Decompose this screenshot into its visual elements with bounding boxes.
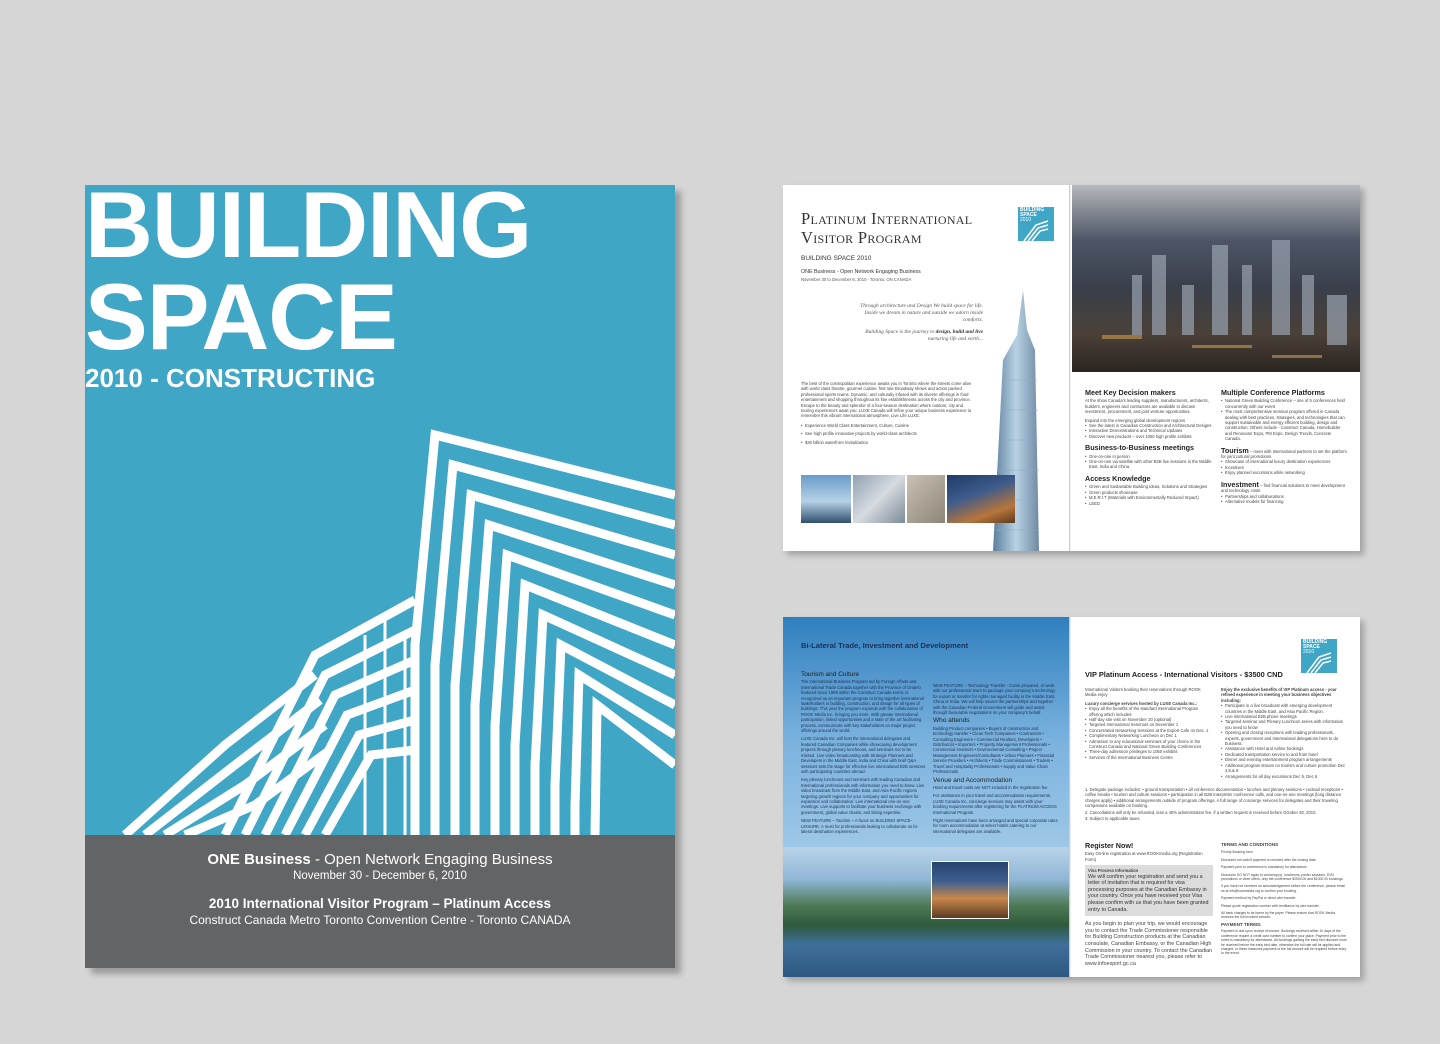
col1-paragraph: At the show Canada’s leading suppliers, manufacturers, architects, builders, engineers and contractors are available to discuss investment, procurement, and joint venture opportunities. — [1085, 398, 1209, 415]
spread1-event-name: BUILDING SPACE 2010 — [801, 255, 872, 262]
spread2-col4 — [1221, 687, 1347, 779]
spread2-col2 — [933, 683, 1058, 837]
col2-heading-3: Investment — [1221, 479, 1259, 489]
spread2-col1 — [801, 669, 926, 837]
spread1-intro — [801, 381, 976, 445]
spread2-heading: Bi-Lateral Trade, Investment and Development — [801, 641, 969, 650]
cover-dates: November 30 - December 6, 2010 — [293, 870, 467, 882]
luxury-list-item: • Three-day admission privileges to 1050 exhibits — [1085, 749, 1213, 754]
terms-heading: TERMS AND CONDITIONS — [1221, 842, 1279, 847]
register-heading: Register Now! — [1085, 841, 1134, 850]
who-attends-paragraph: Building Product companies • Buyers of construction and technology transfer • Clean Tech Companies • Contractors • Consulting Engineers • Commercial Realtors, Developers • Distributors • Importers • Property Management Professionals • Commercial Investors • Environmental Consulting • Project Management Engineers/Consultants • Urban Planners • Financial Service Providers • Architects • Trade Commissioners • Traders • Travel and Hospitality Professionals • Supply and Value Chain Professionals — [933, 725, 1055, 775]
vip-intro: International Visitors booking their reservations through ROOK Media enjoy — [1085, 687, 1201, 698]
terms-line: Payment method by PayPal or direct wire transfer. — [1221, 896, 1297, 901]
toronto-aerial-photo — [1072, 185, 1360, 372]
quote-part2 — [853, 329, 983, 343]
visa-paragraph: We will confirm your registration and send you a letter of invitation that is required for visa processing purposes at the Canadian Embassy in your country. Once you have received your Visa please confirm with us that you have been granted entry to Canada. — [1088, 873, 1209, 913]
cover-venue: Construct Canada Metro Toronto Convention Centre - Toronto CANADA — [189, 913, 571, 927]
tourism-paragraph: Key plenary luncheons and seminars with leading Canadian and International professionals with information you need to know. Live video broadcast from the Middle East, and Asia Pacific regions targeting growth regions for your company and opportunities for expansion and collaboration. Live international one-on-one meetings. Live supports to facilitate your business exchange with government, global value chains, and listing expertise. — [801, 777, 925, 815]
interior-photo — [853, 475, 905, 523]
evening-restaurant-photo — [947, 475, 1015, 523]
venue-paragraph: Hotel and travel costs are NOT included in the registration fee. — [933, 784, 1049, 790]
col2-list-item: • National Green Building Conference – one of 5 conferences held concurrently with our event — [1221, 398, 1347, 409]
spread1-tagline: ONE Business - Open Network Engaging Business — [801, 269, 921, 275]
spread1-title-line2: Visitor Program — [801, 228, 922, 247]
spread-fold — [1069, 185, 1071, 551]
quote-part2c: nurturing life and earth... — [927, 336, 983, 342]
feature-paragraph: NEW FEATURE – Technology Transfer - Come prepared, or work with our professional team to package your company’s technology for export or transfer for rights managed facility in the Middle East, China or India. We will help source the partnerships and together with the Canadian Federal Government will guide and assist through favourable negotiations on your company’s behalf. — [933, 683, 1056, 716]
venue-paragraph: Flight reservations have been arranged and special corporate rates for room accommodation at select hotels catering to our international delegates are available. — [933, 817, 1058, 834]
exclusive-list-item: • Live international B2B phone meetings — [1221, 714, 1347, 719]
payment-paragraph: Payment is due upon receipt of invoice. Bookings received within 10 days of the conference require a credit card number to confirm your place. Payment prior to the event is mandatory for attendance. All bookings gaining the early bird discount must be received before the early bird date, otherwise the full rate will be applied and charged. In these instances payment of the full amount will be required before entry to the event. — [1221, 929, 1347, 956]
terms-line: Discounts not valid if payment is received after the closing date. — [1221, 857, 1317, 862]
who-attends-heading: Who attends — [933, 717, 970, 725]
col1-list-item: • LEED — [1085, 501, 1213, 506]
terms-item: 3. Subject to applicable taxes. — [1085, 816, 1141, 822]
quote-part1: Through architecture and Design We build space for life. Inside we dream in nature and outside we adorn inside comforts. — [860, 303, 983, 323]
plan-paragraph: As you begin to plan your trip, we would encourage you to contact the Trade Commissioner responsible for Building Construction products at the Canadian consulate, Canadian Embassy, or the Canadian High Commission in your country. To contact the Canadian Trade Commissioner nearest you, please refer to www.infoexport.gc.ca — [1085, 921, 1213, 967]
col1-list-item: • See the latest in Canadian Construction and Architectural Designs — [1085, 423, 1213, 428]
luxury-list-item: • Enjoy all the benefits of the standard International Program offering which includes: — [1085, 706, 1213, 717]
quote-part2b: design, build and live — [935, 329, 983, 335]
spread1-quote — [853, 303, 983, 343]
cover-info-band — [85, 835, 675, 968]
cover-subtitle: 2010 - CONSTRUCTING — [85, 363, 376, 393]
exclusive-list-item: • Arrangements for all day excursions Dec 5, Dec 6 — [1221, 774, 1347, 779]
terms-line: All bank charges to be borne by the payer. Please ensure that ROOK Media receives the full invoiced amount. — [1221, 911, 1335, 920]
col1-list-item: • M.E.R.I.T (Materials with Environmentally Reduced Impact) — [1085, 495, 1213, 500]
luxury-list-item: • Admission to any educational seminars of your choice in the Construct Canada and National Green Building Conferences — [1085, 739, 1213, 750]
brochure-spread-1 — [783, 185, 1360, 551]
exclusive-list-item: • Dedicated transportation service to and from hotel — [1221, 752, 1347, 757]
col1-heading-3: Access Knowledge — [1085, 473, 1151, 483]
exclusive-list-item: • Participate in a live broadcast with emerging development countries in the Middle East, and Asia Pacific Region. — [1221, 703, 1347, 714]
intro-paragraph: The best of the cosmopolitan experience awaits you in Toronto where the streets come alive with world class theatre, gourmet cuisine, first rate Broadway shows and action packed professional sports teams. Dynamic, and culturally infused with its diverse offerings in food entertainment and shopping throughout its fine establishments across the city and province. Escape to the beauty and splendor of a four-season destination where outdoor, city and touring experiences await you. LUXE Canada will refine your unique business experience to remember this vibrant international atmosphere, Live Life LUXE. — [801, 381, 972, 419]
building-space-logo — [1018, 207, 1054, 241]
luxury-heading: Luxury concierge services hosted by LUXE Canada Inc.: — [1085, 700, 1198, 706]
col1-paragraph-2: Expand into the emerging global development regions — [1085, 417, 1186, 423]
col2-heading-2-rest: – meet with International partners to set the platform for joint cultural promotions — [1221, 448, 1347, 460]
terms-line: Discounts DO NOT apply to workshop(s), luncheons, poster sessions, DVD promotions or other offers, only the conference $2500.00 and $1000.00 bookings. — [1221, 872, 1344, 882]
spread2-terms — [1085, 787, 1347, 824]
brochure-cover — [85, 185, 675, 968]
cover-title — [85, 185, 532, 369]
tourism-heading: Tourism and Culture — [801, 671, 860, 678]
spread2-col3 — [1085, 687, 1213, 760]
spread2-register — [1085, 843, 1213, 970]
building-illustration — [85, 425, 675, 835]
logo-line2: SPACE — [1303, 644, 1320, 650]
exclusive-list-item: • Targeted seminar and Plenary Luncheon series with information you need to know — [1221, 719, 1347, 730]
col2-heading-2: Tourism — [1221, 445, 1249, 455]
col1-list-item: • Green and Sustainable Building Ideas, Solutions and Strategies — [1085, 484, 1213, 489]
cover-tagline-rest: - Open Network Engaging Business — [310, 851, 553, 868]
cover-program: 2010 International Visitor Program – Platinum Access — [208, 896, 552, 911]
col2-list-item: • Showcase of international luxury destination experiences — [1221, 459, 1347, 464]
venue-heading: Venue and Accommodation — [933, 776, 1013, 784]
logo-line1: BUILDING — [1020, 207, 1045, 213]
col2-heading-3-rest: – find financial solutions to meet development and technology costs — [1221, 482, 1345, 494]
luxury-list-item: • Half-day site visit on November 30 (optional) — [1085, 717, 1213, 722]
cover-tagline-bold: ONE Business — [207, 851, 311, 868]
register-paragraph: Easy On-line registration at www.ROOKmedia.org (Registration Form) — [1085, 851, 1203, 862]
lake-islands-photo — [783, 847, 1069, 977]
col2-list-item: • Enjoy planned excursions while networking — [1221, 470, 1347, 475]
terms-line: If you have not received an acknowledgement before the conference, please email us at info@rookmedia.org to confirm your booking. — [1221, 884, 1345, 893]
col1-list-item: • One-on-one via satellite with other B2B live sessions in the Middle East, India and China — [1085, 459, 1213, 470]
luxury-list-item: • Complimentary Networking Luncheon on Dec 1 — [1085, 733, 1213, 738]
visa-heading: Visa Process Information — [1088, 868, 1139, 874]
terms-line: Priority Booking form: — [1221, 850, 1254, 855]
col1-heading-1: Meet Key Decision makers — [1085, 388, 1176, 397]
col1-list-item: • Green products showcase — [1085, 490, 1213, 495]
building-space-logo — [1301, 639, 1337, 673]
col2-list-item: • Partnerships and collaborations — [1221, 494, 1347, 499]
col2-list-item: • The most comprehensive seminar program offered in Canada dealing with best practices, strategies, and technologies that can support sustainable and energy efficient building, design and construction. Others include - Construct Canada, Homebuilder and Renovator Expo, PM Expo, Design Trends, Concrete Canada. — [1221, 409, 1347, 441]
intro-bullet: • $30 billion waterfront revitalization — [801, 440, 976, 445]
venue-paragraph: For assistance in your travel and accommodation requirements, LUXE Canada Inc. concierge services may assist with your booking requirements after registering for the PLATINUM ACCESS International Program. — [933, 793, 1057, 815]
spread1-title — [801, 209, 972, 247]
col2-list-item: • Alternative models for financing — [1221, 499, 1347, 504]
payment-heading: PAYMENT TERMS: — [1221, 921, 1262, 927]
col2-heading-1: Multiple Conference Platforms — [1221, 388, 1325, 397]
cover-tagline — [85, 851, 675, 868]
exclusive-list-item: • Additional program stream on tourism and culture promotion Dec 4,5,& 6 — [1221, 763, 1347, 774]
logo-line2: SPACE — [1020, 212, 1037, 218]
luxury-list-item: • Services of the International Business Centre — [1085, 755, 1213, 760]
luxury-list-item: • Concentrated Networking Sessions at the Export Cafe on Dec. 1 — [1085, 728, 1213, 733]
tourism-paragraph: LUXE Canada Inc. will host the international delegates and featured Canadian Companies while showcasing development projects through plenary luncheons, and seminars not to be missed. Live video broadcasting with Strategic Planners and Developers in the Middle East, India and China with brief Q&A sessions sets the stage for effective live international B2B sessions with participating countries abroad. — [801, 736, 926, 774]
terms-item: 2. Cancellations will only be refunded, less a 40% administration fee, if a written request is received before October 30, 2010. — [1085, 809, 1317, 815]
logo-line1: BUILDING — [1303, 639, 1328, 645]
visa-box — [1085, 865, 1213, 916]
terms-line: Payment prior to conference is mandatory for attendance. — [1221, 865, 1308, 870]
terms-line: Please quote registration number with remittance by wire transfer. — [1221, 903, 1320, 908]
intro-bullet: • See high profile innovative projects by world-class architects — [801, 431, 976, 436]
village-night-photo — [931, 861, 1009, 919]
col2-list-item: • Incentives — [1221, 465, 1347, 470]
toronto-photo-strip — [801, 475, 1015, 523]
terms-item: 1. Delegate package includes: • ground transportation • all conference documentation • lunches and plenary sessions • cocktail receptions • coffee breaks • tourism and culture sessions • participation in all B2B interpreter conference calls, and one-on-one meetings (long distance charges apply) • additional arrangements outside of program offerings. A full range of concierge services for delegates and their traveling companions available on booking. — [1085, 787, 1343, 809]
tourism-paragraph: NEW FEATURE – Tourism – A focus on BUILDING SPACE-LEISURE. A must for professionals looking to collaborate on bi-lateral destination experiences. — [801, 818, 919, 834]
luxury-list-item: • Targeted International Seminars on December 1 — [1085, 722, 1213, 727]
spread1-dates: November 30 to December 6, 2010 - Toronto, ON CANADA — [801, 277, 912, 282]
logo-line3: 2010 — [1303, 649, 1315, 655]
intro-bullet: • Experience World Class Entertainment, Culture, Cuisine — [801, 423, 976, 428]
spread1-title-line1: Platinum International — [801, 209, 973, 228]
col1-list-item: • Interactive Demonstrations and Technical Updates — [1085, 428, 1213, 433]
spread-fold — [1069, 617, 1071, 977]
col1-heading-2: Business-to-Business meetings — [1085, 443, 1195, 453]
col1-list-item: • Discover new products – over 1050 high profile exhibits — [1085, 434, 1213, 439]
exclusive-list-item: • Dinner and evening entertainment program arrangements — [1221, 757, 1347, 762]
city-skyline-shapes — [1072, 185, 1360, 372]
spread1-col1 — [1085, 390, 1213, 506]
cover-title-line2: SPACE — [85, 264, 397, 369]
col2-tourism — [1221, 445, 1347, 460]
vip-heading: VIP Platinum Access - International Visitors - $3500 CND — [1085, 670, 1283, 679]
quote-part2a: Building Space is the journey to — [865, 329, 936, 335]
cn-tower-photo — [801, 475, 851, 523]
lobby-photo — [907, 475, 945, 523]
cover-title-line1: BUILDING — [85, 185, 532, 277]
exclusive-list-item: • Assistance with Hotel and Airline bookings — [1221, 746, 1347, 751]
col1-list-item: • One-on-one in person — [1085, 454, 1213, 459]
exclusive-list-item: • Opening and closing receptions with leading professionals, experts, government and International delegations here to do business. — [1221, 730, 1347, 746]
spread1-col2 — [1221, 390, 1347, 504]
exclusive-heading: Enjoy the exclusive benefits of VIP Platinum access - your refined experience in meeting your business objectives including: — [1221, 687, 1337, 703]
brochure-spread-2 — [783, 617, 1360, 977]
logo-line3: 2010 — [1020, 217, 1032, 223]
col2-investment — [1221, 479, 1347, 494]
tourism-paragraph: The International Business Program led by Foreign Affairs and International Trade Canada together with the Province of Ontario featured since 1989 within the Construct Canada event, is recognized as an important program to bring together international stakeholders in building, construction, and design for all types of buildings. This year the program expands with the collaboration of ROOK Media Inc. bringing you more. With greater International participation, linked opportunities and a state of the art facilitating process, communicate with key stakeholders on major project offerings around the world. — [801, 679, 924, 734]
spread2-conditions — [1221, 843, 1347, 959]
